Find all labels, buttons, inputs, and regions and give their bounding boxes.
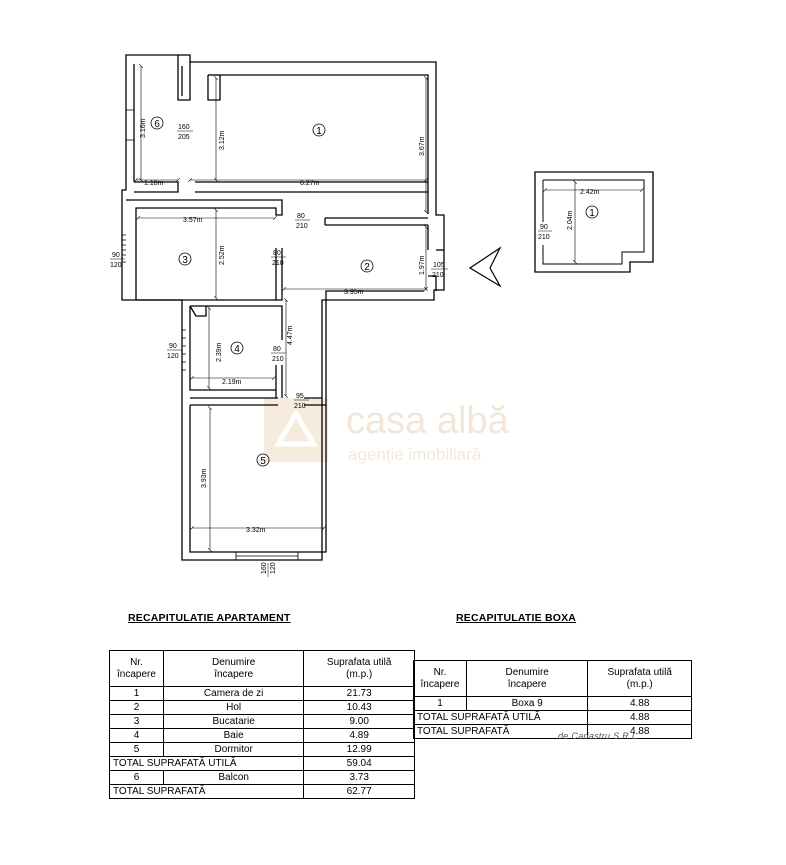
svg-text:2: 2 (364, 262, 370, 273)
svg-text:210: 210 (294, 403, 306, 410)
total-useful-row: TOTAL SUPRAFATĂ UTILĂ 4.88 (414, 711, 692, 725)
opening-80-210-bath (271, 346, 286, 363)
svg-text:210: 210 (538, 234, 550, 241)
dimension-texts (140, 118, 426, 534)
header-nr: Nr. încapere (110, 651, 164, 687)
dim-text: 1.18m (144, 180, 164, 187)
dim-text: 3.95m (344, 289, 364, 296)
watermark-tagline: agenție imobiliară (348, 445, 482, 464)
opening-160-205 (177, 124, 193, 141)
table-row: 3 Bucatarie 9.00 (110, 715, 415, 729)
svg-text:5: 5 (260, 456, 266, 467)
svg-text:1: 1 (589, 208, 595, 219)
dim-text: 1.97m (419, 255, 426, 275)
recap-box-table (413, 660, 692, 739)
svg-text:160: 160 (261, 562, 268, 574)
dim-text: 3.67m (419, 136, 426, 156)
dim-text: 3.12m (219, 130, 226, 150)
dim-text: 2.42m (580, 189, 600, 196)
svg-text:80: 80 (297, 213, 305, 220)
dim-text: 2.19m (222, 379, 242, 386)
recap-box-title: RECAPITULATIE BOXA (456, 612, 577, 624)
svg-text:120: 120 (167, 353, 179, 360)
svg-text:6: 6 (154, 119, 160, 130)
header-area: Suprafata utilă (m.p.) (588, 661, 692, 697)
svg-text:105: 105 (433, 262, 445, 269)
storage-box-plan (535, 172, 653, 272)
total-useful-row: TOTAL SUPRAFATĂ UTILĂ 59.04 (110, 757, 415, 771)
dim-text: 2.04m (567, 210, 574, 230)
room-marker-3 (179, 253, 191, 266)
room-marker-1 (313, 124, 325, 137)
dim-text: 2.39m (216, 342, 223, 362)
room-markers (151, 117, 373, 467)
total-row: TOTAL SUPRAFATĂ 62.77 (110, 785, 415, 799)
dim-text: 3.16m (140, 118, 147, 138)
svg-text:120: 120 (110, 262, 122, 269)
dim-text: 3.32m (246, 527, 266, 534)
header-nr: Nr. încapere (414, 661, 467, 697)
recap-apartment-table (109, 650, 415, 799)
opening-90-120-bath-window (167, 343, 182, 360)
table-row: 1 Camera de zi 21.73 (110, 687, 415, 701)
table-row: 1 Boxa 9 4.88 (414, 697, 692, 711)
svg-text:120: 120 (270, 562, 277, 574)
opening-160-120-bedroom-window (261, 562, 277, 577)
dim-text: 2.52m (219, 245, 226, 265)
room-marker-4 (231, 342, 243, 355)
room-marker-box-1 (586, 206, 598, 219)
dim-text: 3.57m (183, 217, 203, 224)
stamp-text: de Cadastru S.R.L. (558, 731, 640, 741)
table-header-row (414, 661, 692, 697)
table-header-row (110, 651, 415, 687)
entrance-arrow-icon (470, 248, 500, 286)
svg-text:90: 90 (169, 343, 177, 350)
total-row: TOTAL SUPRAFATĂ 4.88 (414, 725, 692, 739)
opening-105-210-entrance (431, 262, 448, 279)
watermark-brand: casa albă (346, 400, 509, 442)
svg-text:95: 95 (296, 393, 304, 400)
svg-text:4: 4 (234, 344, 240, 355)
svg-text:1: 1 (316, 126, 322, 137)
table-row: 5 Dormitor 12.99 (110, 743, 415, 757)
dim-text: 6.27m (300, 180, 320, 187)
dim-text: 3.93m (201, 468, 208, 488)
svg-text:210: 210 (272, 260, 284, 267)
walls (122, 55, 444, 560)
opening-90-120-kitchen-window (110, 252, 125, 269)
svg-text:3: 3 (182, 255, 188, 266)
room-marker-2 (361, 260, 373, 273)
svg-text:80: 80 (273, 250, 281, 257)
header-area: Suprafata utilă (m.p.) (304, 651, 415, 687)
table-row: 2 Hol 10.43 (110, 701, 415, 715)
opening-80-210-kitchen-top (295, 213, 310, 230)
recap-apartment-title: RECAPITULATIE APARTAMENT (128, 612, 291, 624)
svg-text:90: 90 (112, 252, 120, 259)
svg-text:210: 210 (432, 272, 444, 279)
header-name: Denumire încapere (163, 651, 303, 687)
svg-text:210: 210 (296, 223, 308, 230)
dim-text: 4.47m (287, 325, 294, 345)
svg-text:80: 80 (273, 346, 281, 353)
room-marker-6 (151, 117, 163, 130)
svg-text:205: 205 (178, 134, 190, 141)
opening-90-210-box (538, 224, 552, 241)
opening-80-210-kitchen (271, 250, 286, 267)
svg-text:210: 210 (272, 356, 284, 363)
table-row: 4 Baie 4.89 (110, 729, 415, 743)
header-name: Denumire încapere (466, 661, 587, 697)
svg-text:90: 90 (540, 224, 548, 231)
svg-text:160: 160 (178, 124, 190, 131)
table-row: 6 Balcon 3.73 (110, 771, 415, 785)
